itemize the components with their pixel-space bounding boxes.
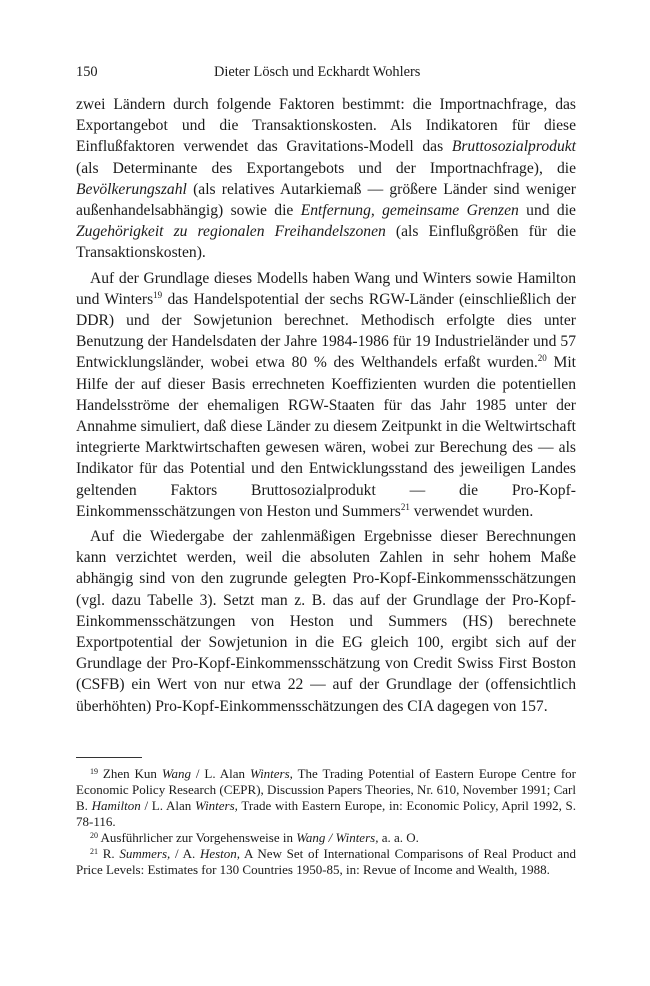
emphasis: Hamilton xyxy=(91,797,141,813)
text-run: (als Determinante des Exportangebots und der Importnachfrage), die xyxy=(76,159,576,177)
text-run: das Handelspotential der sechs RGW-Länder (einschließlich der DDR) und der Sowjetunion berechnet. Methodisch erfolgte dies unter Benutzung der Handelsdaten der Jahre 1984-1986 für 19 Industrieländer und 57 Entwicklungsländer, wobei etwa 80 % des Welthandels erfaßt wurden. xyxy=(76,290,576,372)
running-header xyxy=(76,64,576,94)
paragraph-1 xyxy=(76,94,576,264)
page-number: 150 xyxy=(76,64,98,80)
text-run: (als Einflußgrößen für die Transaktionskosten). xyxy=(76,223,577,262)
text-run: und die xyxy=(518,202,576,220)
paragraph-2 xyxy=(76,268,576,522)
emphasis: Bruttosozialprodukt xyxy=(451,138,576,156)
text-run: / L. Alan xyxy=(140,797,195,813)
text-run: Trade with Eastern Europe, in: Economic Policy, April 1992, S. 78-116. xyxy=(76,797,577,829)
text-run: / A. xyxy=(170,845,200,861)
emphasis: Winters, xyxy=(249,765,293,781)
footnote-20 xyxy=(76,830,576,846)
text-run: zwei Ländern durch folgende Faktoren bestimmt: die Importnachfrage, das Exportangebot und die Transaktionskosten. Als Indikatoren für diese Einflußfaktoren verwendet das Gravitations-Modell das xyxy=(76,96,576,156)
text-run: a. a. O. xyxy=(378,829,419,845)
emphasis: Wang xyxy=(161,765,191,781)
footnote-19 xyxy=(76,766,576,830)
body-text xyxy=(76,94,576,717)
text-run: A New Set of International Comparisons of Real Product and Price Levels: Estimates for 130 Countries 1950-85, in: Revue of Income and Wealth, 1988. xyxy=(76,845,576,877)
text-run: Zhen Kun xyxy=(98,765,162,781)
footnote-number: 21 xyxy=(90,846,98,856)
emphasis: Heston, xyxy=(199,845,241,861)
text-run: (als relatives Autarkiemaß — größere Länder sind weniger außenhandelsabhängig) sowie die xyxy=(76,180,576,220)
emphasis: Entfernung, gemeinsame Grenzen xyxy=(300,202,519,220)
emphasis: Winters, xyxy=(194,797,238,813)
footnote-ref-19[interactable]: 19 xyxy=(153,289,163,300)
running-title: Dieter Lösch und Eckhardt Wohlers xyxy=(214,64,421,80)
paragraph-3 xyxy=(76,526,576,717)
footnote-ref-21[interactable]: 21 xyxy=(400,501,410,512)
text-run: Mit Hilfe der auf dieser Basis errechneten Koeffizienten wurden die potentiellen Handelsströme der ehemaligen RGW-Staaten für das Jahr 1985 unter der Annahme simuliert, daß diese Länder zu diesem Zeitpunkt in die Weltwirtschaft integrierte Marktwirtschaften gewesen wären, wobei zur Berechung des — als Indikator für das Potential und den Entwicklungsstand des jeweiligen Landes geltenden Faktors Bruttosozialprodukt — die Pro-Kopf-Einkommensschätzungen von Heston und Summers xyxy=(76,354,576,520)
footnote-separator xyxy=(76,757,142,758)
footnote-number: 19 xyxy=(90,766,98,776)
footnotes xyxy=(76,766,576,878)
emphasis: Summers, xyxy=(119,845,171,861)
text-run: R. xyxy=(98,845,120,861)
text-run: The Trading Potential of Eastern Europe Centre for Economic Policy Research (CEPR), Discussion Papers Theories, Nr. 610, November 1991; Carl B. xyxy=(76,765,576,813)
emphasis: Zugehörigkeit zu regionalen Freihandelszonen xyxy=(76,223,386,241)
page xyxy=(76,64,576,878)
emphasis: Wang / Winters, xyxy=(296,829,379,845)
footnote-21 xyxy=(76,846,576,878)
text-run: Auf die Wiedergabe der zahlenmäßigen Ergebnisse dieser Berechnungen kann verzichtet werden, weil die absoluten Zahlen in sehr hohem Maße abhängig sind von den zugrunde gelegten Pro-Kopf-Einkommensschätzungen (vgl. dazu Tabelle 3). Setzt man z. B. das auf der Grundlage der Pro-Kopf-Einkommensschätzungen von Heston und Summers (HS) berechnete Exportpotential der Sowjetunion in die EG gleich 100, ergibt sich auf der Grundlage der Pro-Kopf-Einkommensschätzung von Credit Swiss First Boston (CSFB) ein Wert von nur etwa 22 — auf der Grundlage der (offensichtlich überhöhten) Pro-Kopf-Einkommensschätzungen des CIA dagegen von 157. xyxy=(76,528,576,715)
text-run: verwendet wurden. xyxy=(409,502,534,520)
text-run: Ausführlicher zur Vorgehensweise in xyxy=(98,829,297,845)
footnote-number: 20 xyxy=(90,830,98,840)
emphasis: Bevölkerungszahl xyxy=(76,180,187,198)
footnote-ref-20[interactable]: 20 xyxy=(537,353,547,364)
text-run: Auf der Grundlage dieses Modells haben Wang und Winters sowie Hamilton und Winters xyxy=(76,269,576,308)
text-run: / L. Alan xyxy=(190,765,250,781)
